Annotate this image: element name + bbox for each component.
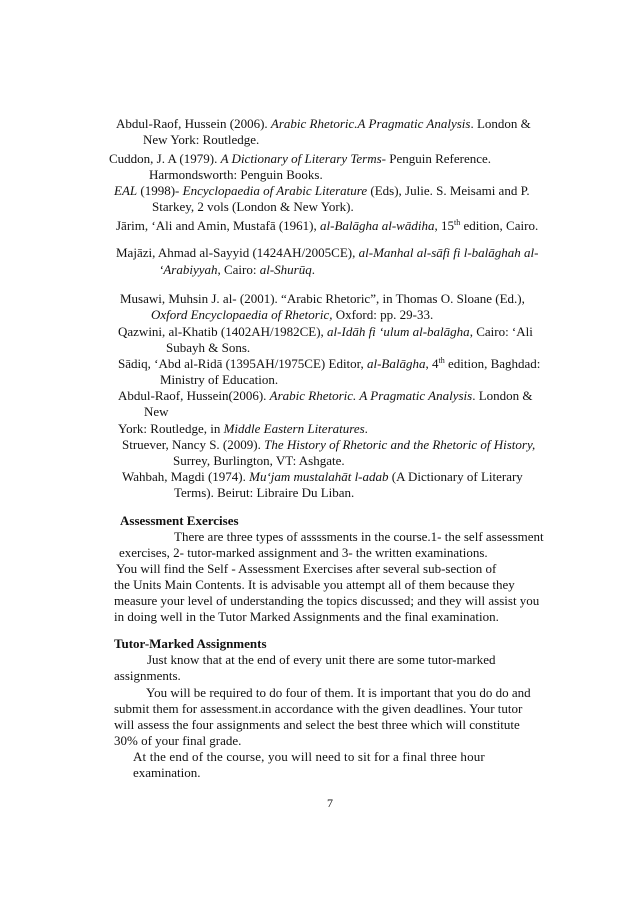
reference-sadiq: Sādiq, ‘Abd al-Ridā (1395AH/1975CE) Editor, al-Balāgha, 4th edition, Baghdad: — [118, 356, 541, 371]
reference-title: al-Balāgha al-wādiha — [320, 218, 435, 233]
reference-eal: EAL (1998)- Encyclopaedia of Arabic Literature (Eds), Julie. S. Meisami and P. — [114, 183, 530, 198]
reference-continuation: Ministry of Education. — [160, 372, 279, 387]
tma-paragraph-line: At the end of the course, you will need to sit for a final three hour — [133, 749, 485, 764]
reference-continuation: New — [144, 404, 169, 419]
tma-paragraph-line: assignments. — [114, 668, 181, 683]
tma-paragraph-line: examination. — [133, 765, 201, 780]
tma-heading: Tutor-Marked Assignments — [114, 636, 267, 651]
reference-title: al-Manhal al-sāfi fi l-balāghah al- — [358, 245, 539, 260]
reference-title: al-Balāgha — [366, 356, 426, 371]
reference-title: al-Idāh fi ‘ulum al-balāgha — [327, 324, 470, 339]
reference-continuation: Starkey, 2 vols (London & New York). — [152, 199, 354, 214]
assessment-paragraph-line: in doing well in the Tutor Marked Assignments and the final examination. — [114, 609, 499, 624]
reference-title: Oxford Encyclopaedia of Rhetoric, — [151, 307, 333, 322]
reference-majazi: Majāzi, Ahmad al-Sayyid (1424AH/2005CE), al-Manhal al-sāfi fi l-balāghah al- — [116, 245, 539, 260]
assessment-paragraph-line: measure your level of understanding the topics discussed; and they will assist you — [114, 593, 540, 608]
reference-title: The History of Rhetoric and the Rhetoric of History, — [264, 437, 536, 452]
tma-paragraph-line: 30% of your final grade. — [114, 733, 242, 748]
tma-paragraph-line: submit them for assessment.in accordance with the given deadlines. Your tutor — [114, 701, 523, 716]
reference-title: Arabic Rhetoric. A Pragmatic Analysis — [269, 388, 473, 403]
reference-title: A Dictionary of Literary Terms- — [220, 151, 386, 166]
reference-abdul-raof-2006: Abdul-Raof, Hussein (2006). Arabic Rhetoric.A Pragmatic Analysis. London & — [116, 116, 531, 131]
reference-wahbah: Wahbah, Magdi (1974). Mu‘jam mustalahāt l-adab (A Dictionary of Literary — [122, 469, 523, 484]
assessment-heading: Assessment Exercises — [120, 513, 239, 528]
reference-continuation: Surrey, Burlington, VT: Ashgate. — [173, 453, 345, 468]
reference-continuation: New York: Routledge. — [143, 132, 260, 147]
reference-jarim: Jārim, ‘Ali and Amin, Mustafā (1961), al-Balāgha al-wādiha, 15th edition, Cairo. — [116, 218, 539, 233]
reference-continuation: ‘Arabiyyah, Cairo: al-Shurūq. — [159, 262, 315, 277]
reference-continuation: Subayh & Sons. — [166, 340, 251, 355]
reference-qazwini: Qazwini, al-Khatib (1402AH/1982CE), al-Idāh fi ‘ulum al-balāgha, Cairo: ‘Ali — [118, 324, 533, 339]
reference-abdul-raof-repeat: Abdul-Raof, Hussein(2006). Arabic Rhetoric. A Pragmatic Analysis. London & — [118, 388, 533, 403]
tma-paragraph-line: Just know that at the end of every unit there are some tutor-marked — [147, 652, 496, 667]
page-number: 7 — [327, 796, 333, 810]
reference-continuation: Oxford Encyclopaedia of Rhetoric, Oxford: pp. 29-33. — [151, 307, 434, 322]
tma-paragraph-line: will assess the four assignments and select the best three which will constitute — [114, 717, 520, 732]
reference-musawi: Musawi, Muhsin J. al- (2001). “Arabic Rhetoric”, in Thomas O. Sloane (Ed.), — [120, 291, 525, 306]
assessment-paragraph-line: exercises, 2- tutor-marked assignment and 3- the written examinations. — [119, 545, 488, 560]
reference-title: Mu‘jam mustalahāt l-adab — [249, 469, 389, 484]
reference-continuation: York: Routledge, in Middle Eastern Literatures. — [118, 421, 368, 436]
assessment-paragraph-line: You will find the Self - Assessment Exercises after several sub-section of — [116, 561, 497, 576]
assessment-paragraph-line: the Units Main Contents. It is advisable you attempt all of them because they — [114, 577, 515, 592]
reference-title: Encyclopaedia of Arabic Literature — [182, 183, 368, 198]
reference-cuddon: Cuddon, J. A (1979). A Dictionary of Literary Terms- Penguin Reference. — [109, 151, 492, 166]
reference-continuation: Terms). Beirut: Libraire Du Liban. — [174, 485, 355, 500]
reference-title: Arabic Rhetoric.A Pragmatic Analysis — [270, 116, 471, 131]
assessment-paragraph-line: There are three types of assssments in the course.1- the self assessment — [174, 529, 544, 544]
tma-paragraph-line: You will be required to do four of them. It is important that you do do and — [146, 685, 531, 700]
reference-struever: Struever, Nancy S. (2009). The History of Rhetoric and the Rhetoric of History, — [122, 437, 536, 452]
reference-continuation: Harmondsworth: Penguin Books. — [149, 167, 323, 182]
